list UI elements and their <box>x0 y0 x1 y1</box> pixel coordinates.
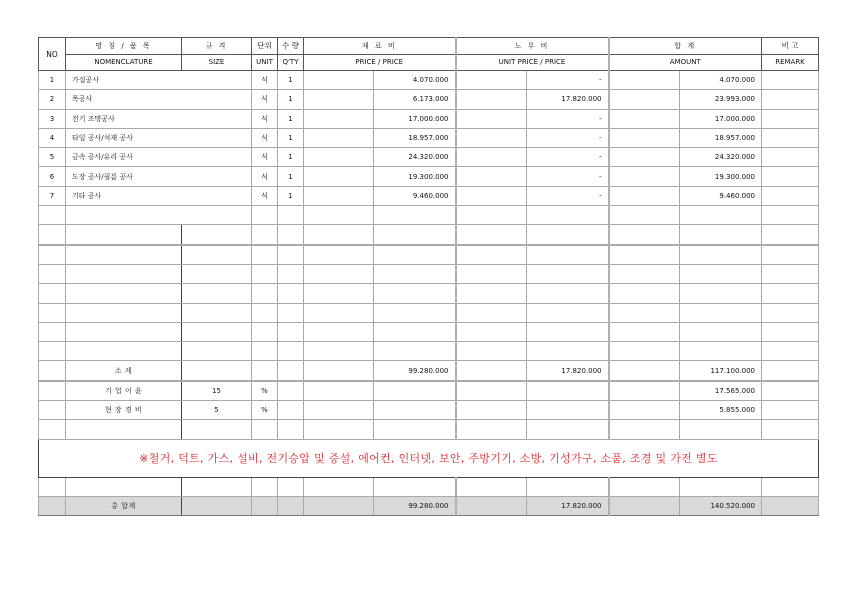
header-size-en: SIZE <box>182 54 252 71</box>
header-row-kr <box>39 38 819 55</box>
profit-rate: 15 <box>182 381 252 401</box>
item-name: 목공사 <box>66 90 252 109</box>
empty-row <box>39 322 819 341</box>
profit-label: 기 업 이 윤 <box>66 381 182 401</box>
item-unit: 식 <box>252 90 278 109</box>
item-amount: 9.460.000 <box>680 186 762 205</box>
item-no: 2 <box>39 90 66 109</box>
exclusion-note: ※철거, 덕트, 가스, 설비, 전기승압 및 증설, 에어컨, 인터넷, 보안, 주방기기, 소방, 기성가구, 소품, 조경 및 가전 별도 <box>39 439 819 477</box>
header-remark-en: REMARK <box>762 54 819 71</box>
grand-total-amount: 140.520.000 <box>680 496 762 515</box>
empty-row <box>39 342 819 361</box>
grand-total-row <box>39 496 819 515</box>
item-labor: - <box>527 148 609 167</box>
header-material-en: PRICE / PRICE <box>304 54 456 71</box>
item-name: 도장 공사/필름 공사 <box>66 167 252 186</box>
empty-row <box>39 264 819 283</box>
profit-amount: 17.565.000 <box>680 381 762 401</box>
empty-row <box>39 303 819 322</box>
header-amount-kr: 합 계 <box>609 38 762 55</box>
item-no: 6 <box>39 167 66 186</box>
header-unit-kr: 단위 <box>252 38 278 55</box>
empty-row <box>39 477 819 496</box>
item-labor: 17.820.000 <box>527 90 609 109</box>
subtotal-row <box>39 361 819 381</box>
item-unit: 식 <box>252 128 278 147</box>
table-row <box>39 90 819 109</box>
item-amount: 23.993.000 <box>680 90 762 109</box>
profit-unit: % <box>252 381 278 401</box>
profit-row <box>39 381 819 401</box>
table-row <box>39 167 819 186</box>
header-nomenclature-en: NOMENCLATURE <box>66 54 182 71</box>
item-no: 1 <box>39 71 66 90</box>
item-amount: 4.070.000 <box>680 71 762 90</box>
item-amount: 18.957.000 <box>680 128 762 147</box>
item-name: 타일 공사/석재 공사 <box>66 128 252 147</box>
note-row <box>39 439 819 477</box>
header-labor-kr: 노 무 비 <box>456 38 609 55</box>
subtotal-label: 소 계 <box>66 361 182 381</box>
item-labor: - <box>527 109 609 128</box>
item-qty: 1 <box>278 128 304 147</box>
item-labor: - <box>527 167 609 186</box>
item-material: 9.460.000 <box>374 186 456 205</box>
header-row-en <box>39 54 819 71</box>
header-material-kr: 재 료 비 <box>304 38 456 55</box>
empty-row <box>39 284 819 303</box>
item-labor: - <box>527 186 609 205</box>
grand-total-label: 총 합계 <box>66 496 182 515</box>
item-no: 5 <box>39 148 66 167</box>
item-labor: - <box>527 71 609 90</box>
empty-row <box>39 206 819 225</box>
item-qty: 1 <box>278 71 304 90</box>
item-name: 금속 공사/유리 공사 <box>66 148 252 167</box>
item-name: 전기 조명공사 <box>66 109 252 128</box>
item-no: 4 <box>39 128 66 147</box>
item-name: 가설공사 <box>66 71 252 90</box>
item-amount: 19.300.000 <box>680 167 762 186</box>
overhead-rate: 5 <box>182 401 252 420</box>
item-name: 기타 공사 <box>66 186 252 205</box>
empty-row <box>39 225 819 245</box>
header-no: NO <box>39 38 66 71</box>
header-nomenclature-kr: 명 칭 / 품 목 <box>66 38 182 55</box>
item-material: 17.000.000 <box>374 109 456 128</box>
header-remark-kr: 비 고 <box>762 38 819 55</box>
table-row <box>39 186 819 205</box>
item-labor: - <box>527 128 609 147</box>
item-material: 24.320.000 <box>374 148 456 167</box>
subtotal-amount: 117.100.000 <box>680 361 762 381</box>
item-amount: 17.000.000 <box>680 109 762 128</box>
item-qty: 1 <box>278 186 304 205</box>
table-row <box>39 109 819 128</box>
subtotal-material: 99.280.000 <box>374 361 456 381</box>
grand-total-material: 99.280.000 <box>374 496 456 515</box>
overhead-label: 현 장 경 비 <box>66 401 182 420</box>
header-size-kr: 규 격 <box>182 38 252 55</box>
item-unit: 식 <box>252 109 278 128</box>
header-unit-en: UNIT <box>252 54 278 71</box>
table-row <box>39 71 819 90</box>
estimate-table <box>38 37 819 516</box>
item-material: 18.957.000 <box>374 128 456 147</box>
item-qty: 1 <box>278 148 304 167</box>
item-material: 6.173.000 <box>374 90 456 109</box>
item-no: 7 <box>39 186 66 205</box>
item-qty: 1 <box>278 90 304 109</box>
item-material: 4.070.000 <box>374 71 456 90</box>
grand-total-labor: 17.820.000 <box>527 496 609 515</box>
empty-row <box>39 245 819 265</box>
item-unit: 식 <box>252 186 278 205</box>
item-no: 3 <box>39 109 66 128</box>
header-amount-en: AMOUNT <box>609 54 762 71</box>
item-unit: 식 <box>252 148 278 167</box>
item-unit: 식 <box>252 167 278 186</box>
overhead-amount: 5.855.000 <box>680 401 762 420</box>
header-labor-en: UNIT PRICE / PRICE <box>456 54 609 71</box>
overhead-row <box>39 401 819 420</box>
item-qty: 1 <box>278 167 304 186</box>
overhead-unit: % <box>252 401 278 420</box>
item-material: 19.300.000 <box>374 167 456 186</box>
header-qty-kr: 수 량 <box>278 38 304 55</box>
empty-row <box>39 420 819 439</box>
item-qty: 1 <box>278 109 304 128</box>
subtotal-labor: 17.820.000 <box>527 361 609 381</box>
table-row <box>39 128 819 147</box>
item-amount: 24.320.000 <box>680 148 762 167</box>
table-row <box>39 148 819 167</box>
header-qty-en: Q'TY <box>278 54 304 71</box>
item-unit: 식 <box>252 71 278 90</box>
